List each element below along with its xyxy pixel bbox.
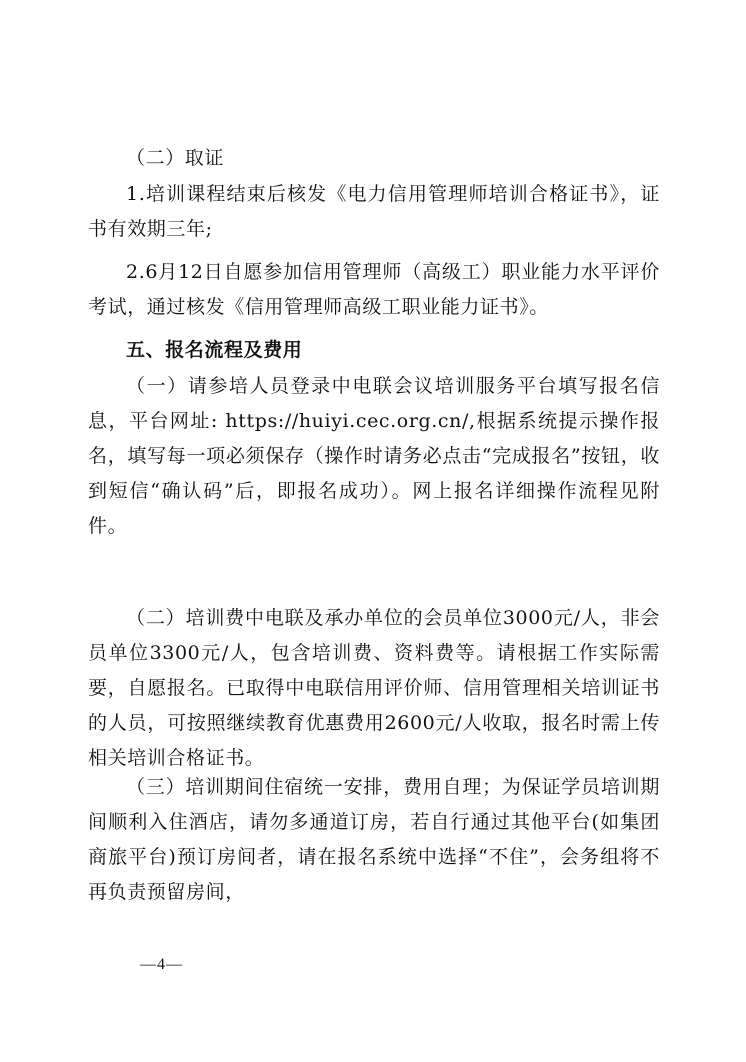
section-heading-registration: 五、报名流程及费用 (126, 339, 303, 361)
paragraph-fees: （二）培训费中电联及承办单位的会员单位3000元/人，非会员单位3300元/人，包含培训费、资料费等。请根据工作实际需要，自愿报名。已取得中电联信用评价师、信用管理相关培训证书的人员，可按照继续教育优惠费用2600元/人收取，报名时需上传相关培训合格证书。 (88, 607, 660, 769)
paragraph-exam: 2.6月12日自愿参加信用管理师（高级工）职业能力水平评价考试，通过核发《信用管理师高级工职业能力证书》。 (88, 261, 660, 318)
paragraph-accommodation: （三）培训期间住宿统一安排，费用自理；为保证学员培训期间顺利入住酒店，请勿多通道订房，若自行通过其他平台(如集团商旅平台)预订房间者，请在报名系统中选择“不住”，会务组将不再负责预留房间， (88, 776, 660, 903)
subsection-heading-certification: （二）取证 (126, 147, 225, 169)
page-number: —4— (140, 956, 183, 973)
paragraph-certificate-issue: 1.培训课程结束后核发《电力信用管理师培训合格证书》，证书有效期三年; (88, 183, 660, 240)
paragraph-registration-platform: （一）请参培人员登录中电联会议培训服务平台填写报名信息，平台网址: https://huiyi.cec.org.cn/,根据系统提示操作报名，填写每一项必须保存（操作时请务必点击“完成报名”按钮，收到短信“确认码”后，即报名成功）。网上报名详细操作流程见附件。 (88, 375, 660, 537)
